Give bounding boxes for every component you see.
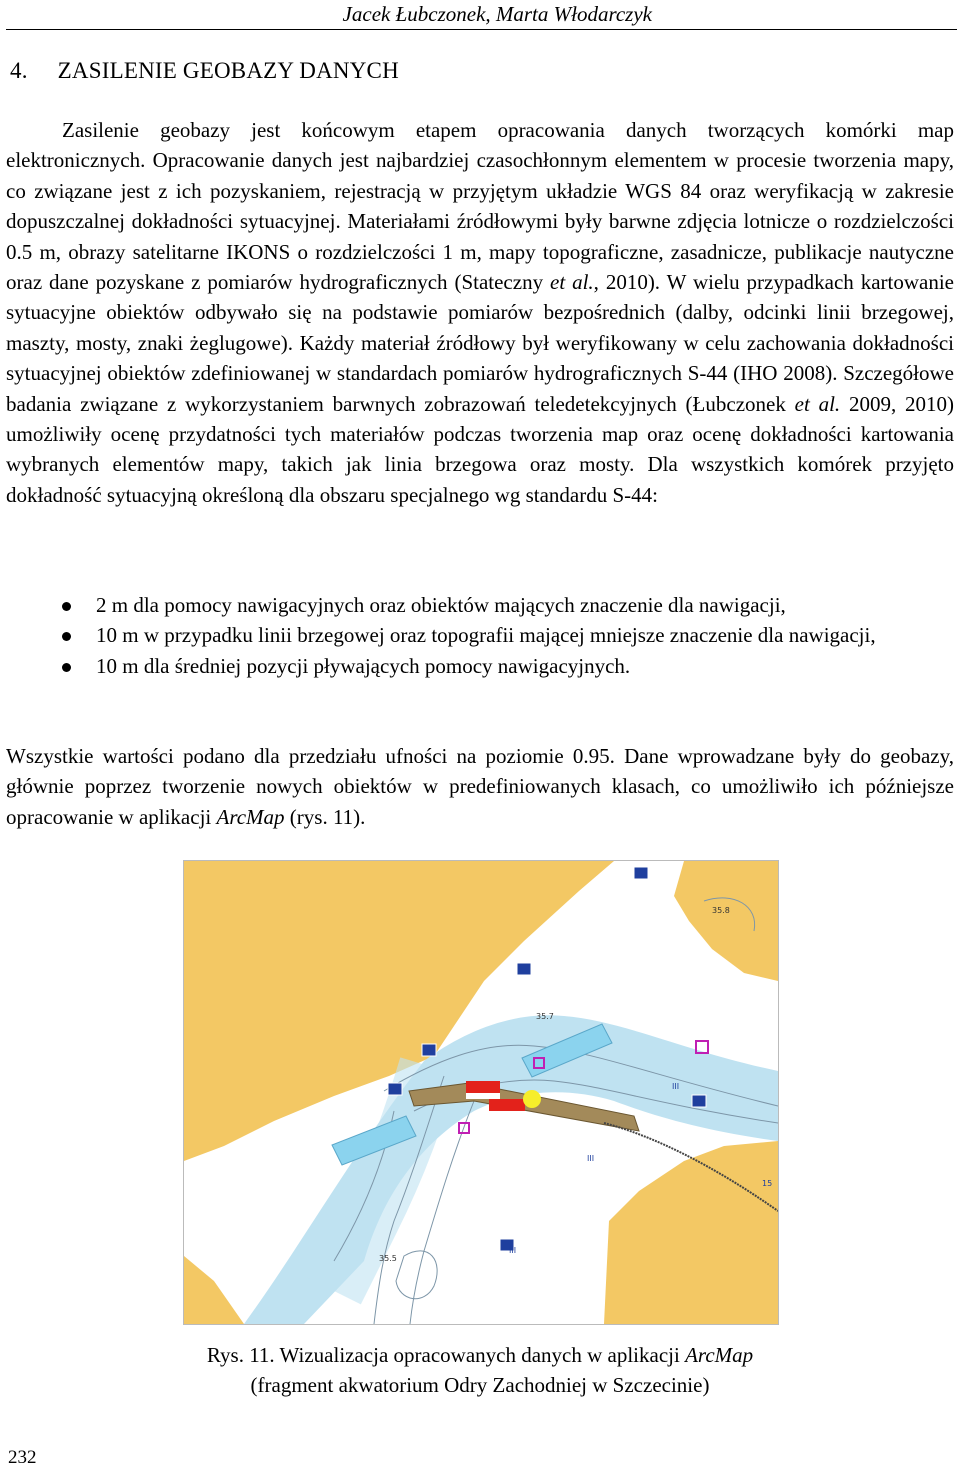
sign-label: 15 [762,1179,773,1188]
paragraph-1-etal-b: et al. [794,391,841,416]
bullet-item: 10 m dla średniej pozycji pływających pomocy nawigacyjnych. [6,651,954,681]
arcmap-map-figure [183,860,779,1325]
paragraph-1-text-b: , 2010). W wielu przypadkach kartowanie sytuacyjne obiektów odbywało się na podstawie pomiarów bezpośrednich (dalby, odcinki linii brzegowej, maszty, mosty, znaki żeglugowe). Każdy materiał źródłowy był weryfikowany w celu zachowania dokładności sytuacyjnej obiektów zdefiniowanej w standardach pomiarów hydrograficznych S-44 (IHO 2008). Szczegółowe badania związane z wykorzystaniem barwnych zobrazowań teledetekcyjnych (Łubczonek [6,270,954,416]
caption-line-1-prefix: Rys. 11. Wizualizacja opracowanych danych w aplikacji [206,1343,686,1367]
sign-label: III [587,1154,595,1163]
depth-label: 35.7 [536,1012,554,1021]
map-canvas [184,861,778,1324]
paragraph-1 [6,115,954,510]
caption-app-name: ArcMap [685,1343,754,1367]
red-white-mark [466,1081,500,1093]
depth-label: 35.5 [379,1254,397,1263]
paragraph-1-text-a: Zasilenie geobazy jest końcowym etapem opracowania danych tworzących komórki map elektronicznych. Opracowanie danych jest najbardziej czasochłonnym elementem w procesie tworzenia mapy, co związane jest z ich pozyskaniem, rejestracją w przyjętym układzie WGS 84 oraz weryfikacją w zakresie dopuszczalnej dokładności sytuacyjnej. Materiałami źródłowymi były barwne zdjęcia lotnicze o rozdzielczości 0.5 m, obrazy satelitarne IKONS o rozdzielczości 1 m, mapy topograficzne, zasadnicze, publikacje nautyczne oraz dane pozyskane z pomiarów hydrograficznych (Stateczny [6,118,954,295]
sign-label: III [672,1082,680,1091]
paragraph-2-app-name: ArcMap [216,804,285,829]
page-number: 232 [8,1447,37,1468]
sign-label: III [509,1246,517,1255]
navigation-sign-icon [692,1095,706,1107]
bullet-dot-icon [62,602,71,611]
paragraph-1-etal-a: et al. [550,270,594,295]
depth-label: 35.8 [712,906,730,915]
navigation-sign-icon [388,1083,402,1095]
section-heading [10,58,399,84]
paragraph-2-text-b: (rys. 11). [284,804,366,829]
section-number: 4. [10,58,28,83]
paragraph-2 [6,741,954,832]
figure-caption-line-2: (fragment akwatorium Odry Zachodniej w Szczecinie) [250,1373,710,1397]
red-white-mark [489,1099,525,1111]
running-header-authors: Jacek Łubczonek, Marta Włodarczyk [342,2,652,26]
navigation-sign-icon [634,867,648,879]
section-title: ZASILENIE GEOBAZY DANYCH [57,58,399,83]
bullet-item: 2 m dla pomocy nawigacyjnych oraz obiektów mających znaczenie dla nawigacji, [6,590,954,620]
bullet-list [6,590,954,681]
bullet-dot-icon [62,663,71,672]
paragraph-2-text-a: Wszystkie wartości podano dla przedziału ufności na poziomie 0.95. Dane wprowadzane były do geobazy, głównie poprzez tworzenie nowych obiektów w predefiniowanych klasach, co umożliwiło ich późniejsze opracowanie w aplikacji [6,744,954,829]
figure-caption [0,1340,960,1370]
navigation-sign-icon [517,963,531,975]
red-white-mark [466,1093,500,1099]
bullet-dot-icon [62,632,71,641]
bullet-item: 10 m w przypadku linii brzegowej oraz topografii mającej mniejsze znaczenie dla nawigacji, [6,620,954,650]
header-rule [6,29,957,30]
yellow-light-icon [523,1090,541,1108]
navigation-sign-icon [422,1044,436,1056]
paragraph-1-text-c: 2009, 2010) umożliwiły ocenę przydatności tych materiałów podczas tworzenia map oraz ocenę dokładności kartowania wybranych elementów mapy, takich jak linia brzegowa oraz mosty. Dla wszystkich komórek przyjęto dokładność sytuacyjną określoną dla obszaru specjalnego wg standardu S-44: [6,391,954,507]
